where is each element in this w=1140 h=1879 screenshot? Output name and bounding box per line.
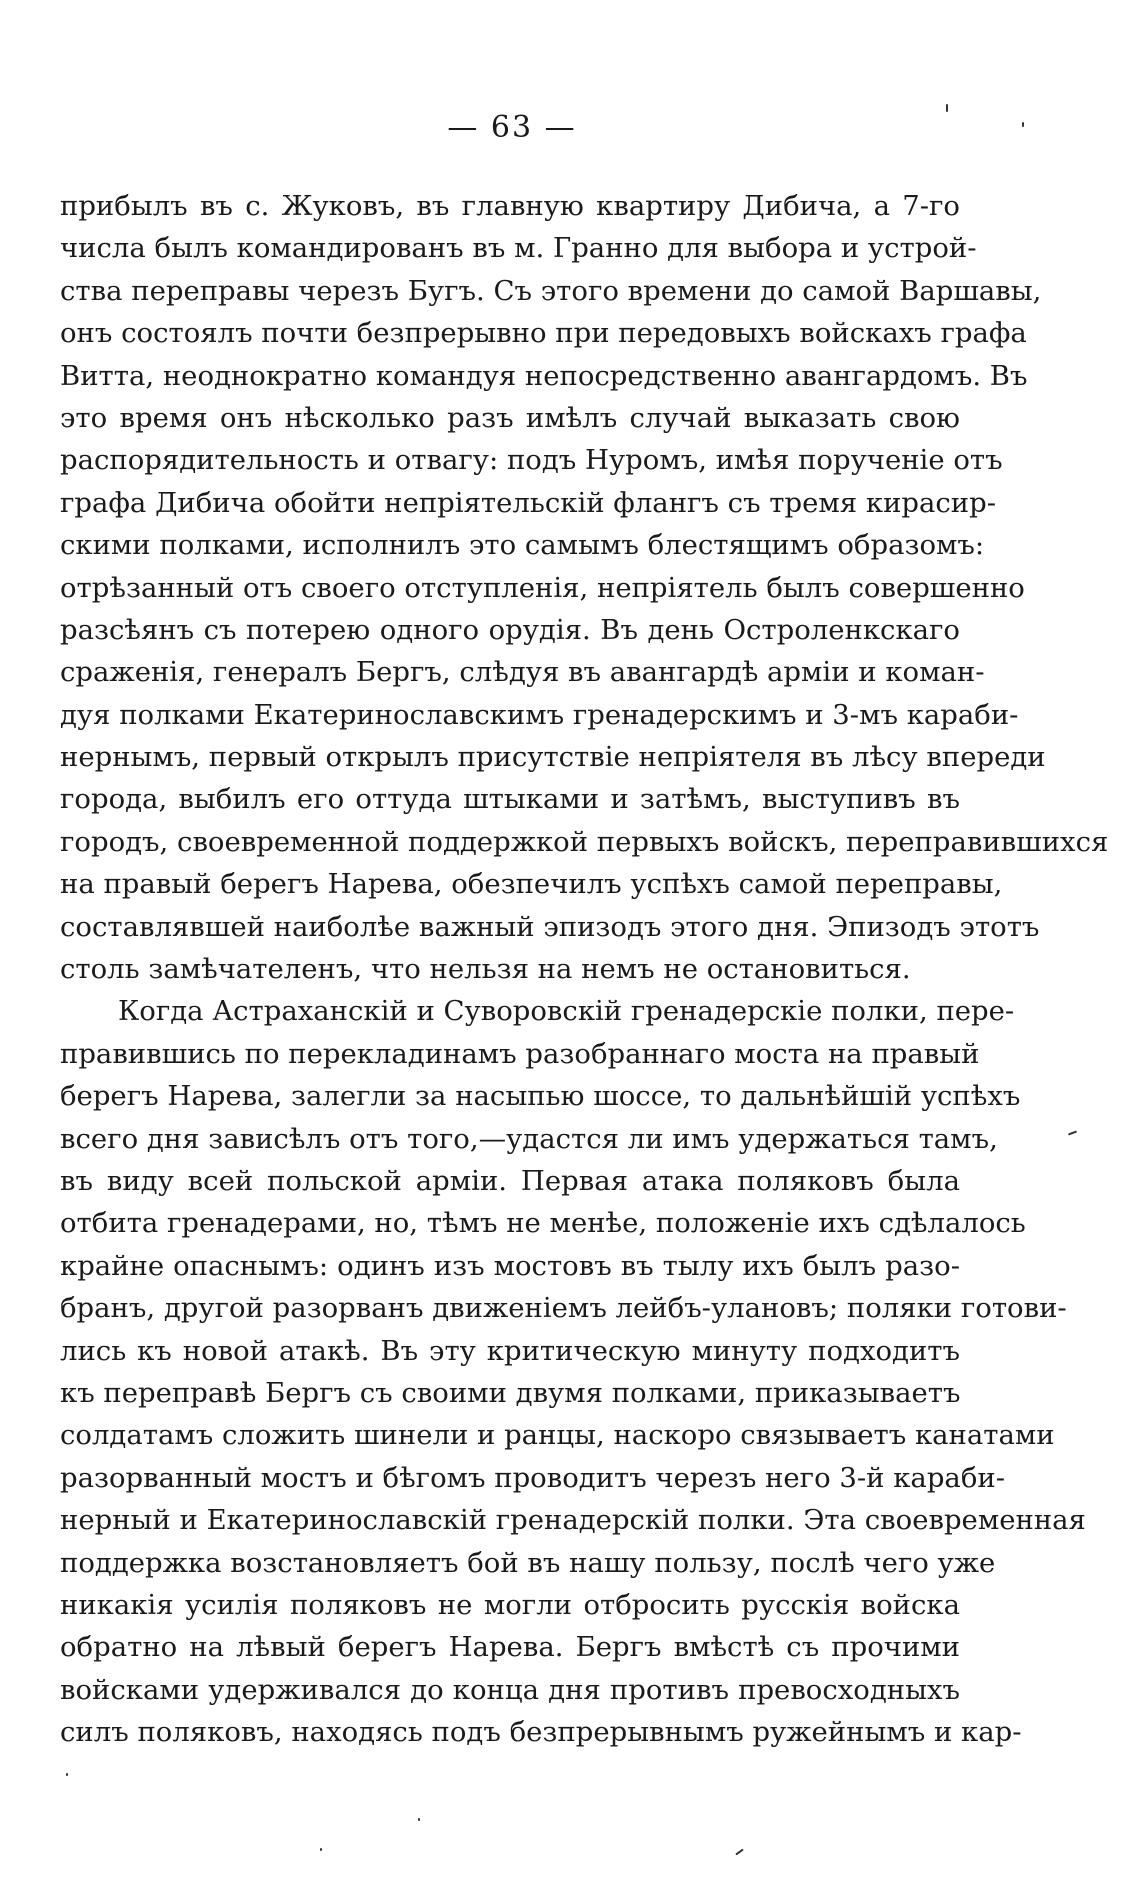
text-line: разсѣянъ съ потерею одного орудія. Въ день Остроленкскаго [60, 613, 960, 646]
text-line: отрѣзанный отъ своего отступленія, непріятель былъ совершенно [60, 571, 1025, 604]
text-line: къ переправѣ Бергъ съ своими двумя полками, приказываетъ [60, 1376, 961, 1409]
text-line: распорядительность и отвагу: подъ Нуромъ, имѣя порученіе отъ [60, 444, 1003, 477]
paragraph-end-line: столь замѣчателенъ, что нельзя на немъ не остановиться. [60, 953, 911, 986]
text-line: нерный и Екатеринославскій гренадерскій полки. Эта своевременная [60, 1504, 1086, 1537]
text-line: солдатамъ сложить шинели и ранцы, наскоро связываетъ канатами [60, 1419, 1055, 1452]
text-line: числа былъ командированъ въ м. Гранно для выбора и устрой- [60, 232, 977, 265]
text-line: Витта, неоднократно командуя непосредственно авангардомъ. Въ [60, 359, 1028, 392]
paragraph-start-line: Когда Астраханскій и Суворовскій гренадерскіе полки, пере- [118, 995, 1015, 1028]
text-line: графа Дибича обойти непріятельскій флангъ съ тремя кирасир- [60, 486, 997, 519]
text-line: дуя полками Екатеринославскимъ гренадерскимъ и 3-мъ караби- [60, 698, 1019, 731]
scan-speck [66, 1773, 68, 1776]
text-line: составлявшей наиболѣе важный эпизодъ этого дня. Эпизодъ этотъ [60, 910, 1040, 943]
text-line: поддержка возстановляетъ бой въ нашу пользу, послѣ чего уже [60, 1546, 996, 1579]
text-line: прибылъ въ с. Жуковъ, въ главную квартиру Дибича, а 7-го [60, 190, 960, 222]
text-line: войсками удерживался до конца дня противъ превосходныхъ [60, 1673, 960, 1706]
text-line: сраженія, генералъ Бергъ, слѣдуя въ авангардѣ арміи и коман- [60, 656, 985, 689]
text-line: онъ состоялъ почти безпрерывно при передовыхъ войскахъ графа [60, 317, 1027, 350]
scan-speck [418, 1818, 420, 1821]
text-line: силъ поляковъ, находясь подъ безпрерывнымъ ружейнымъ и кар- [60, 1716, 1022, 1749]
text-line: города, выбилъ его оттуда штыками и затѣмъ, выступивъ въ [60, 783, 960, 816]
scan-speck [320, 1848, 322, 1851]
body-text [60, 185, 1109, 1753]
text-line: городъ, своевременной поддержкой первыхъ войскъ, переправившихся [60, 825, 1109, 858]
text-line: обратно на лѣвый берегъ Нарева. Бергъ вмѣстѣ съ прочими [60, 1631, 960, 1664]
scan-speck [1022, 122, 1024, 127]
text-line: это время онъ нѣсколько разъ имѣлъ случай выказать свою [60, 401, 960, 434]
text-line: разорванный мостъ и бѣгомъ проводитъ черезъ него 3-й караби- [60, 1461, 1005, 1494]
text-line: крайне опаснымъ: одинъ изъ мостовъ въ тылу ихъ былъ разо- [60, 1249, 960, 1282]
text-line: бранъ, другой разорванъ движеніемъ лейбъ-улановъ; поляки готови- [60, 1292, 1067, 1325]
scan-speck [1068, 1131, 1077, 1136]
text-line: нернымъ, первый открылъ присутствіе непріятеля въ лѣсу впереди [60, 741, 1046, 774]
scan-speck [946, 104, 948, 112]
text-line: скими полками, исполнилъ это самымъ блестящимъ образомъ: [60, 529, 985, 562]
text-line: никакія усилія поляковъ не могли отбросить русскія войска [60, 1588, 960, 1621]
text-line: въ виду всей польской арміи. Первая атака поляковъ была [60, 1164, 960, 1197]
text-line: правившись по перекладинамъ разобраннаго моста на правый [60, 1037, 980, 1070]
text-line: отбита гренадерами, но, тѣмъ не менѣе, положеніе ихъ сдѣлалось [60, 1207, 1026, 1240]
page-number: — 63 — [447, 110, 577, 145]
text-line: ства переправы черезъ Бугъ. Съ этого времени до самой Варшавы, [60, 274, 1042, 307]
text-line: лись къ новой атакѣ. Въ эту критическую минуту подходитъ [60, 1334, 960, 1367]
scan-speck [735, 1849, 744, 1856]
text-line: всего дня зависѣлъ отъ того,—удастся ли имъ удержаться тамъ, [60, 1122, 998, 1155]
text-line: на правый берегъ Нарева, обезпечилъ успѣхъ самой переправы, [60, 868, 1003, 901]
text-line: берегъ Нарева, залегли за насыпью шоссе, то дальнѣйшій успѣхъ [60, 1080, 1021, 1113]
